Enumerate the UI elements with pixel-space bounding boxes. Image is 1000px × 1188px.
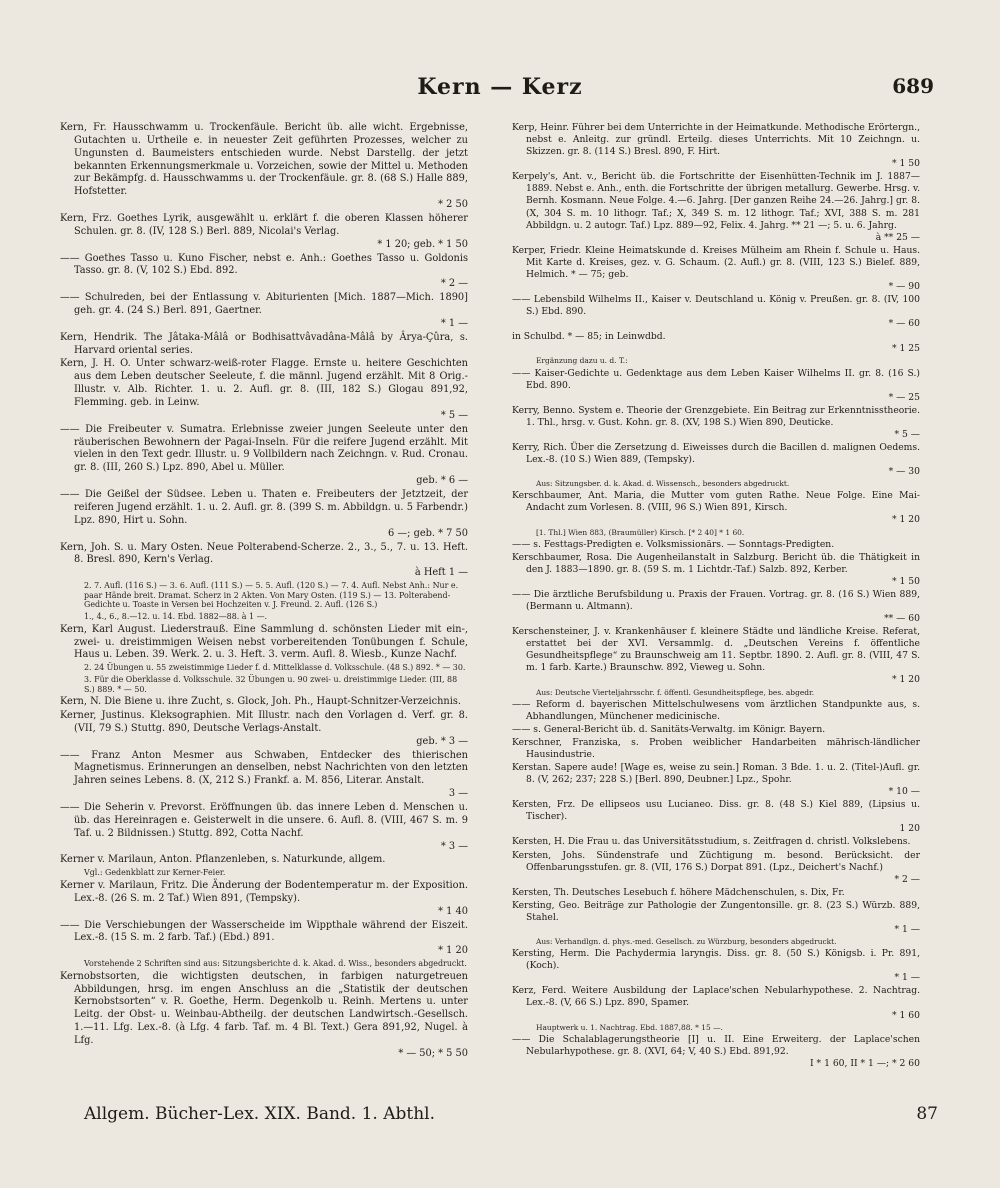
note-text: Aus: Deutsche Vierteljahrsschr. f. öffentl. Gesundheitspflege, bes. abgedr. bbox=[536, 687, 815, 697]
entry-text: Kersten, Johs. Sündenstrafe und Züchtigung m. besond. Berücksicht. der Offenbarungsstufen. gr. 8. (VII, 176 S.) Dorpat 891. (Lpz., Deichert's Nachf.) bbox=[512, 849, 920, 873]
entry-text: Kerz, Ferd. Weitere Ausbildung der Laplace'schen Nebularhypothese. 2. Nachtrag. Lex.-8. (V, 66 S.) Lpz. 890, Spamer. bbox=[512, 985, 920, 1009]
bibliographic-entry bbox=[60, 854, 468, 867]
bibliographic-entry bbox=[60, 880, 468, 919]
entry-price: 1 20 bbox=[899, 823, 920, 835]
running-header bbox=[0, 74, 1000, 102]
entry-text: Kerner, Justinus. Kleksographien. Mit Illustr. nach den Vorlagen d. Verf. gr. 8. (VII, 79 S.) Stuttg. 890, Deutsche Verlags-Anstalt. bbox=[60, 710, 468, 734]
entry-price: * — 25 bbox=[888, 391, 920, 403]
entry-text: —— Goethes Tasso u. Kuno Fischer, nebst e. Anh.: Goethes Tasso u. Goldonis Tasso. gr. 8. (V, 102 S.) Ebd. 892. bbox=[60, 252, 468, 277]
entry-text: —— Reform d. bayerischen Mittelschulwesens vom ärztlichen Standpunkte aus, s. Abhandlungen, Münchener medicinische. bbox=[512, 698, 920, 722]
entry-text: Kern, Joh. S. u. Mary Osten. Neue Polterabend-Scherze. 2., 3., 5., 7. u. 13. Heft. 8. Bresl. 890, Kern's Verlag. bbox=[60, 541, 468, 566]
right-column bbox=[512, 122, 920, 1071]
entry-text: Kern, Frz. Goethes Lyrik, ausgewählt u. erklärt f. die oberen Klassen höherer Schulen. gr. 8. (IV, 128 S.) Berl. 889, Nicolai's Verlag. bbox=[60, 213, 468, 237]
bibliographic-entry bbox=[512, 836, 920, 848]
page-footer bbox=[60, 1104, 938, 1130]
bibliographic-note bbox=[512, 479, 920, 488]
entry-price: * 1 20 bbox=[892, 514, 920, 526]
bibliographic-entry bbox=[512, 626, 920, 686]
bibliographic-entry bbox=[512, 850, 920, 886]
entry-price: * 1 20; geb. * 1 50 bbox=[377, 238, 468, 250]
entry-text: Kerschbaumer, Ant. Maria, die Mutter vom guten Rathe. Neue Folge. Eine Mai-Andacht zum Vorlesen. 8. (VIII, 96 S.) Wien 891, Kirsch. bbox=[512, 490, 920, 514]
bibliographic-entry bbox=[512, 589, 920, 625]
bibliographic-entry bbox=[60, 122, 468, 212]
entry-price: * — 60 bbox=[888, 318, 920, 330]
entry-text: Kerner v. Marilaun, Anton. Pflanzenleben, s. Naturkunde, allgem. bbox=[60, 854, 386, 866]
entry-text: Kerstan. Sapere aude! [Wage es, weise zu sein.] Roman. 3 Bde. 1. u. 2. (Titel-)Aufl. gr. 8. (V, 262; 237; 228 S.) [Berl. 890, Deubner.] Lpz., Spohr. bbox=[512, 762, 920, 786]
entry-text: Kern, Karl August. Liederstrauß. Eine Sammlung d. schönsten Lieder mit ein-, zwei- u. dreistimmigen Weisen nebst vorbereitenden Tonübungen f. Schule, Haus u. Leben. 39. Werk. 2. u. 3. Heft. 3. verm. Aufl. 8. Wiesb., Kunze Nachf. bbox=[60, 623, 468, 661]
bibliographic-entry bbox=[60, 292, 468, 331]
note-text: 1., 4., 6., 8.—12. u. 14. Ebd. 1882—88. à 1 —. bbox=[84, 612, 268, 621]
bibliographic-entry bbox=[60, 971, 468, 1061]
entry-price: 3 — bbox=[448, 788, 468, 800]
entry-text: Kersting, Herm. Die Pachydermia laryngis. Diss. gr. 8. (50 S.) Königsb. i. Pr. 891, (Koch). bbox=[512, 948, 920, 972]
entry-text: Kerner v. Marilaun, Fritz. Die Änderung der Bodentemperatur m. der Exposition. Lex.-8. (26 S. m. 2 Taf.) Wien 891, (Tempsky). bbox=[60, 879, 468, 904]
entry-text: Kerschbaumer, Rosa. Die Augenheilanstalt in Salzburg. Bericht üb. die Thätigkeit in den J. 1883—1890. gr. 8. (59 S. m. 1 Lichtdr.-Taf.) Salzb. 892, Kerber. bbox=[512, 551, 920, 575]
bibliographic-entry bbox=[512, 948, 920, 984]
entry-price: * 1 20 bbox=[438, 945, 468, 957]
entry-price: geb. * 3 — bbox=[416, 735, 468, 747]
note-text: 3. Für die Oberklasse d. Volksschule. 32 Übungen u. 90 zwei- u. dreistimmige Lieder. (III, 88 S.) 889. * — 50. bbox=[84, 674, 458, 694]
entry-text: Kern, Fr. Hausschwamm u. Trockenfäule. Bericht üb. alle wicht. Ergebnisse, Gutachten u. Urtheile e. in neuester Zeit geführten Prozesses, welcher zu Ungunsten d. Baumeisters entschieden wurde. Nebst Darstellg. der jetzt bekannten Erkennungsmerkmale u. Vorzeichen, sowie der Mittel u. Methoden zur Bekämpfg. d. Hausschwamms u. der Trockenfäule. gr. 8. (68 S.) Halle 889, Hofstetter. bbox=[60, 122, 468, 198]
note-text: Aus: Verhandlgn. d. phys.-med. Gesellsch. zu Würzburg, besonders abgedruckt. bbox=[536, 937, 837, 947]
entry-text: —— Die Freibeuter v. Sumatra. Erlebnisse zweier jungen Seeleute unter den räuberischen Bewohnern der Pagai-Inseln. Für die reifere Jugend erzählt. Mit vielen in den Text gedr. Illustr. u. 9 Vollbildern nach Zeichngn. v. Rud. Cronau. gr. 8. (III, 260 S.) Lpz. 890, Abel u. Müller. bbox=[60, 423, 468, 474]
entry-price: * 1 50 bbox=[892, 158, 920, 170]
entry-price: ** — 60 bbox=[884, 613, 920, 625]
note-text: [1. Thl.] Wien 883, (Braumüller) Kirsch. [* 2 40] * 1 60. bbox=[536, 527, 745, 537]
entry-text: Kersting, Geo. Beiträge zur Pathologie der Zungentonsille. gr. 8. (23 S.) Würzb. 889, Stahel. bbox=[512, 899, 920, 923]
entry-price: * 5 — bbox=[894, 428, 920, 440]
note-text: Vgl.: Gedenkblatt zur Kerner-Feier. bbox=[84, 868, 226, 878]
bibliographic-entry bbox=[60, 253, 468, 292]
bibliographic-entry bbox=[512, 1034, 920, 1070]
bibliographic-entry bbox=[512, 887, 920, 899]
left-column bbox=[60, 122, 468, 1062]
entry-price: à ** 25 — bbox=[875, 231, 920, 243]
bibliographic-entry bbox=[60, 489, 468, 540]
entry-price: * 1 — bbox=[894, 924, 920, 936]
bibliographic-entry bbox=[512, 171, 920, 243]
entry-text: Kernobstsorten, die wichtigsten deutschen, in farbigen naturgetreuen Abbildungen, hrsg. im engen Anschluss an die „Statistik der deutschen Kernobstsorten“ v. R. Goethe, Herm. Degenkolb u. Reinh. Mertens u. unter Leitg. der Obst- u. Weinbau-Abtheilg. der deutschen Landwirtsch.-Gesellsch. 1.—11. Lfg. Lex.-8. (à Lfg. 4 farb. Taf. m. 4 Bl. Text.) Gera 891,92, Nugel. à Lfg. bbox=[60, 970, 468, 1047]
bibliographic-entry bbox=[512, 552, 920, 588]
bibliographic-entry bbox=[512, 985, 920, 1021]
entry-text: Kersten, Frz. De ellipseos usu Lucianeo. Diss. gr. 8. (48 S.) Kiel 889, (Lipsius u. Tischer). bbox=[512, 799, 920, 823]
entry-price: * 1 — bbox=[894, 972, 920, 984]
entry-price: * 3 — bbox=[440, 840, 468, 852]
entry-text: —— Die Seherin v. Prevorst. Eröffnungen üb. das innere Leben d. Menschen u. üb. das Hereinragen e. Geisterwelt in die unsere. 6. Aufl. 8. (VIII, 467 S. m. 9 Taf. u. 2 Bildnissen.) Stuttg. 892, Cotta Nachf. bbox=[60, 802, 468, 839]
bibliographic-entry bbox=[512, 724, 920, 736]
bibliographic-entry bbox=[60, 802, 468, 853]
bibliographic-note bbox=[60, 581, 468, 610]
entry-text: —— Die ärztliche Berufsbildung u. Praxis der Frauen. Vortrag. gr. 8. (16 S.) Wien 889, (Bermann u. Altmann). bbox=[512, 588, 920, 612]
note-text: Vorstehende 2 Schriften sind aus: Sitzungsberichte d. k. Akad. d. Wiss., besonders abgedruckt. bbox=[84, 959, 467, 969]
bibliographic-entry bbox=[60, 750, 468, 801]
entry-price: * 10 — bbox=[888, 786, 920, 798]
entry-text: Kerper, Friedr. Kleine Heimatskunde d. Kreises Mülheim am Rhein f. Schule u. Haus. Mit Karte d. Kreises, gez. v. G. Schaum. (2. Aufl.) gr. 8. (VIII, 123 S.) Bielef. 889, Helmich. * — 75; geb. bbox=[512, 244, 920, 280]
bibliographic-entry bbox=[60, 358, 468, 422]
entry-text: —— Die Verschiebungen der Wasserscheide im Wippthale während der Eiszeit. Lex.-8. (15 S. m. 2 farb. Taf.) (Ebd.) 891. bbox=[60, 919, 468, 944]
bibliographic-entry bbox=[512, 368, 920, 404]
entry-text: —— Schulreden, bei der Entlassung v. Abiturienten [Mich. 1887—Mich. 1890] geh. gr. 4. (24 S.) Berl. 891, Gaertner. bbox=[60, 292, 468, 317]
entry-text: Kern, N. Die Biene u. ihre Zucht, s. Glock, Joh. Ph., Haupt-Schnitzer-Verzeichnis. bbox=[60, 696, 461, 708]
page-number: 689 bbox=[892, 74, 934, 98]
bibliographic-note bbox=[60, 868, 468, 878]
entry-price: * 5 — bbox=[440, 409, 468, 421]
bibliographic-entry bbox=[512, 762, 920, 798]
entry-text: Kerry, Rich. Über die Zersetzung d. Eiweisses durch die Bacillen d. malignen Oedems. Lex.-8. (10 S.) Wien 889, (Tempsky). bbox=[512, 442, 920, 466]
entry-text: Kerp, Heinr. Führer bei dem Unterrichte in der Heimatkunde. Methodische Erörtergn., nebst e. Anleitg. zur gründl. Erteilg. dieses Unterrichts. Mit 10 Zeichngn. u. Skizzen. gr. 8. (114 S.) Bresl. 890, F. Hirt. bbox=[512, 122, 920, 158]
entry-text: Kern, J. H. O. Unter schwarz-weiß-roter Flagge. Ernste u. heitere Geschichten aus dem Leben deutscher Seeleute, f. die männl. Jugend erzählt. Mit 8 Orig.-Illustr. v. Alb. Richter. 1. u. 2. Aufl. gr. 8. (III, 182 S.) Glogau 891,92, Flemming. geb. in Leinw. bbox=[60, 358, 468, 409]
entry-price: I * 1 60, II * 1 —; * 2 60 bbox=[810, 1057, 920, 1069]
entry-price: * 2 50 bbox=[438, 199, 468, 211]
bibliographic-entry bbox=[512, 737, 920, 761]
entry-price: * 1 50 bbox=[892, 575, 920, 587]
entry-price: à Heft 1 — bbox=[414, 567, 468, 579]
entry-price: geb. * 6 — bbox=[416, 475, 468, 487]
entry-price: * 1 60 bbox=[892, 1009, 920, 1021]
entry-text: Kerpely's, Ant. v., Bericht üb. die Fortschritte der Eisenhütten-Technik im J. 1887—1889. Nebst e. Anh., enth. die Fortschritte der übrigen metallurg. Gewerbe. Hrsg. v. Bernh. Kosmann. Neue Folge. 4.—6. Jahrg. [Der ganzen Reihe 24.—26. Jahrg.] gr. 8. (X, 304 S. m. 10 lithogr. Taf.; X, 349 S. m. 12 lithogr. Taf.; XVI, 388 S. m. 281 Abbildgn. u. 2 autogr. Taf.) Lpz. 889—92, Felix. 4. Jahrg. ** 21 —; 5. u. 6. Jahrg. bbox=[512, 171, 920, 231]
bibliographic-note bbox=[512, 688, 920, 697]
bibliographic-entry bbox=[512, 245, 920, 293]
bibliographic-entry bbox=[60, 696, 468, 709]
entry-text: —— Kaiser-Gedichte u. Gedenktage aus dem Leben Kaiser Wilhelms II. gr. 8. (16 S.) Ebd. 890. bbox=[512, 367, 920, 391]
entry-price: * — 90 bbox=[888, 281, 920, 293]
entry-price: * 2 — bbox=[440, 278, 468, 290]
note-text: 2. 7. Aufl. (116 S.) — 3. 6. Aufl. (111 S.) — 5. 5. Aufl. (120 S.) — 7. 4. Aufl. Nebst Anh.: Nur e. paar Hände breit. Dramat. Scherz in 2 Akten. Von Mary Osten. (119 S.) — 13. Polterabend-Gedichte u. Toaste in Versen bei Hochzeiten v. J. Freund. 2. Aufl. (126 S.) bbox=[84, 581, 459, 610]
running-title: Kern — Kerz bbox=[417, 74, 583, 100]
note-text: Hauptwerk u. 1. Nachtrag. Ebd. 1887,88. * 15 —. bbox=[536, 1022, 723, 1032]
bibliographic-entry bbox=[60, 332, 468, 358]
bibliographic-entry bbox=[512, 799, 920, 835]
entry-price: * 1 40 bbox=[438, 905, 468, 917]
bibliographic-note bbox=[60, 959, 468, 969]
entry-text: Kerschensteiner, J. v. Krankenhäuser f. kleinere Städte und ländliche Kreise. Referat, erstattet bei der XVI. Versammlg. d. „Deutschen Vereins f. öffentliche Gesundheitspflege“ zu Braunschweig am 11. Septbr. 1890. 2. Aufl. gr. 8. (VIII, 47 S. m. 1 farb. Karte.) Braunschw. 892, Vieweg u. Sohn. bbox=[512, 626, 920, 674]
entry-text: Kern, Hendrik. The Jâtaka-Mâlâ or Bodhisattvâvadâna-Mâlâ by Ârya-Çûra, s. Harvard oriental series. bbox=[60, 331, 468, 356]
entry-text: —— Franz Anton Mesmer aus Schwaben, Entdecker des thierischen Magnetismus. Erinnerungen an denselben, nebst Nachrichten von den letzten Jahren seines Lebens. 8. (X, 212 S.) Frankf. a. M. 856, Literar. Anstalt. bbox=[60, 749, 468, 787]
bibliographic-entry bbox=[60, 542, 468, 581]
bibliographic-entry bbox=[60, 710, 468, 749]
bibliographic-note bbox=[60, 663, 468, 673]
entry-price: * 1 — bbox=[440, 317, 468, 329]
note-text: 2. 24 Übungen u. 55 zweistimmige Lieder f. d. Mittelklasse d. Volksschule. (48 S.) 892. * — 30. bbox=[84, 663, 466, 673]
bibliographic-entry bbox=[512, 900, 920, 936]
bibliographic-entry bbox=[512, 405, 920, 441]
bibliographic-entry bbox=[512, 699, 920, 723]
entry-text: —— Lebensbild Wilhelms II., Kaiser v. Deutschland u. König v. Preußen. gr. 8. (IV, 100 S.) Ebd. 890. bbox=[512, 294, 920, 318]
entry-text: Kerschner, Franziska, s. Proben weiblicher Handarbeiten mährisch-ländlicher Hausindustrie. bbox=[512, 736, 920, 760]
bibliographic-note bbox=[512, 937, 920, 946]
bibliographic-note bbox=[512, 356, 920, 365]
note-text: Ergänzung dazu u. d. T.: bbox=[536, 356, 628, 366]
bibliographic-entry bbox=[512, 294, 920, 330]
bibliographic-entry bbox=[512, 442, 920, 478]
entry-text: in Schulbd. * — 85; in Leinwdbd. bbox=[512, 331, 666, 343]
entry-price: * 2 — bbox=[894, 873, 920, 885]
bibliographic-entry bbox=[60, 424, 468, 488]
bibliographic-note bbox=[60, 675, 468, 694]
entry-price: 6 —; geb. * 7 50 bbox=[388, 527, 468, 539]
entry-text: —— Die Geißel der Südsee. Leben u. Thaten e. Freibeuters der Jetztzeit, der reiferen Jugend erzählt. 1. u. 2. Aufl. gr. 8. (399 S. m. Abbildgn. u. 5 Farbendr.) Lpz. 890, Hirt u. Sohn. bbox=[60, 489, 468, 526]
entry-text: Kerry, Benno. System e. Theorie der Grenzgebiete. Ein Beitrag zur Erkenntnisstheorie. 1. Thl., hrsg. v. Gust. Kohn. gr. 8. (XV, 198 S.) Wien 890, Deuticke. bbox=[512, 404, 920, 428]
bibliographic-entry bbox=[512, 539, 920, 551]
bibliographic-note bbox=[512, 528, 920, 537]
sheet-number: 87 bbox=[916, 1104, 938, 1124]
entry-text: Kersten, H. Die Frau u. das Universitätsstudium, s. Zeitfragen d. christl. Volkslebens. bbox=[512, 836, 911, 848]
bibliographic-entry bbox=[512, 490, 920, 526]
signature-line: Allgem. Bücher-Lex. XIX. Band. 1. Abthl. bbox=[84, 1104, 436, 1124]
entry-text: —— s. Festtags-Predigten e. Volksmissionärs. — Sonntags-Predigten. bbox=[512, 538, 835, 550]
bibliographic-note bbox=[512, 1023, 920, 1032]
bibliographic-entry bbox=[60, 213, 468, 252]
bibliographic-entry bbox=[512, 122, 920, 170]
note-text: Aus: Sitzungsber. d. k. Akad. d. Wissensch., besonders abgedruckt. bbox=[536, 479, 790, 489]
bibliographic-entry bbox=[512, 331, 920, 355]
entry-price: * 1 25 bbox=[892, 343, 920, 355]
entry-text: —— Die Schalablagerungstheorie [I] u. II. Eine Erweiterg. der Laplace'schen Nebularhypothese. gr. 8. (XVI, 64; V, 40 S.) Ebd. 891,92. bbox=[512, 1033, 920, 1057]
bibliographic-entry bbox=[60, 624, 468, 663]
entry-price: * 1 20 bbox=[892, 674, 920, 686]
bibliographic-entry bbox=[60, 920, 468, 959]
entry-text: Kersten, Th. Deutsches Lesebuch f. höhere Mädchenschulen, s. Dix, Fr. bbox=[512, 886, 845, 898]
bibliographic-note bbox=[60, 612, 468, 622]
entry-price: * — 50; * 5 50 bbox=[398, 1047, 468, 1059]
entry-text: —— s. General-Bericht üb. d. Sanitäts-Verwaltg. im Königr. Bayern. bbox=[512, 723, 826, 735]
entry-price: * — 30 bbox=[888, 466, 920, 478]
